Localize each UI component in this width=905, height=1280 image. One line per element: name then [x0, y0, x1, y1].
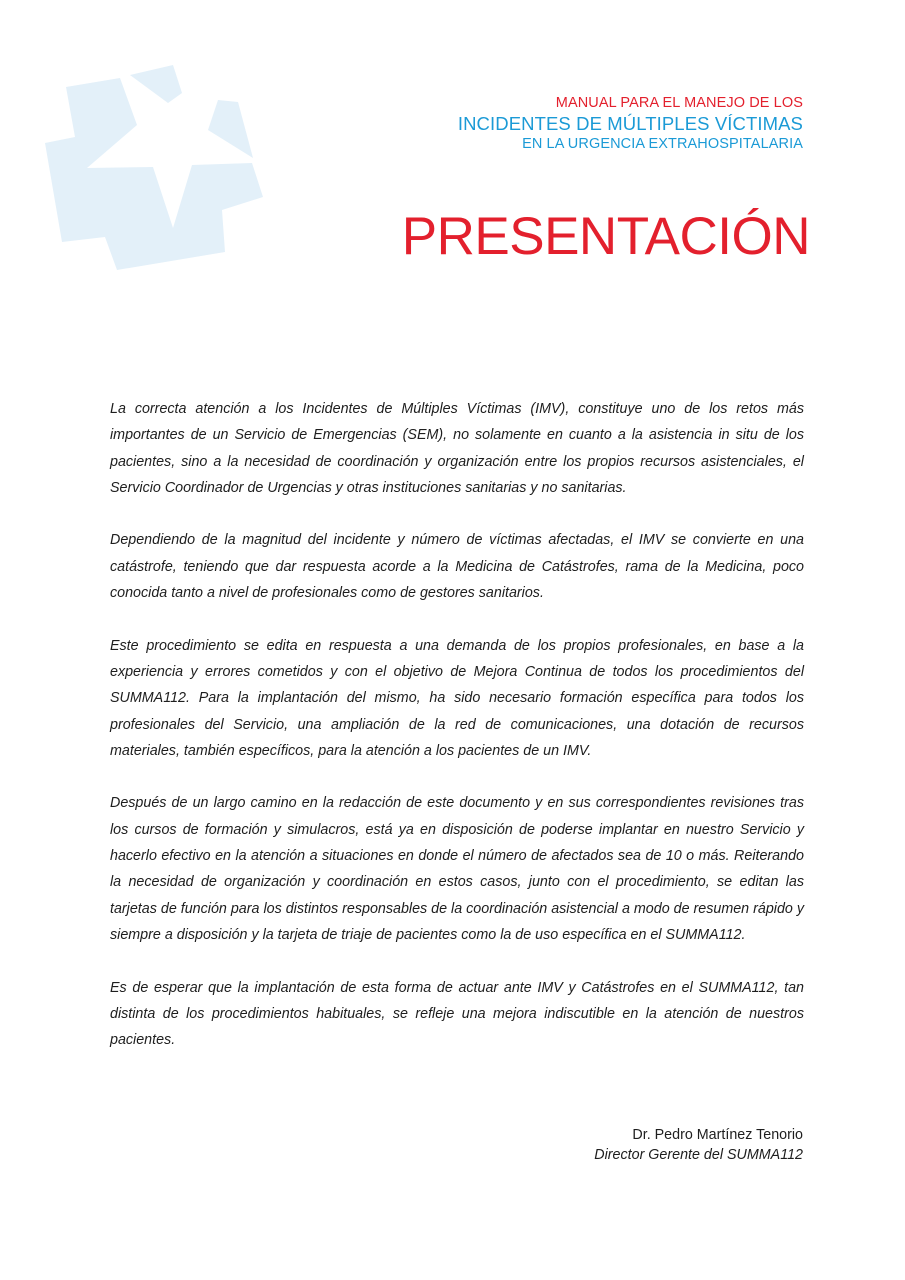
body-text — [110, 396, 804, 1080]
signature-role: Director Gerente del SUMMA112 — [594, 1147, 803, 1163]
paragraph: Este procedimiento se edita en respuesta a una demanda de los propios profesionales, en base a la experiencia y errores cometidos y con el objetivo de Mejora Continua de todos los procedimientos del SUMMA112. Para la implantación del mismo, ha sido necesario formación específica para todos los profesionales del Servicio, una ampliación de la red de comunicaciones, una dotación de recursos materiales, también específicos, para la atención a los pacientes de un IMV. — [110, 637, 804, 759]
paragraph: Es de esperar que la implantación de esta forma de actuar ante IMV y Catástrofes en el SUMMA112, tan distinta de los procedimientos habituales, se refleje una mejora indiscutible en la atención de nuestros pacientes. — [110, 979, 804, 1049]
manual-title: INCIDENTES DE MÚLTIPLES VÍCTIMAS — [457, 113, 803, 134]
manual-subtitle: MANUAL PARA EL MANEJO DE LOS — [555, 95, 803, 111]
star-cross-logo-icon — [0, 0, 300, 300]
page-title: PRESENTACIÓN — [401, 207, 810, 266]
paragraph: Dependiendo de la magnitud del incidente y número de víctimas afectadas, el IMV se convierte en una catástrofe, teniendo que dar respuesta acorde a la Medicina de Catástrofes, rama de la Medicina, poco conocida tanto a nivel de profesionales como de gestores sanitarios. — [110, 532, 804, 602]
paragraph: La correcta atención a los Incidentes de Múltiples Víctimas (IMV), constituye uno de los retos más importantes de un Servicio de Emergencias (SEM), no solamente en cuanto a la asistencia in situ de los pacientes, sino a la necesidad de coordinación y organización entre los propios recursos asistenciales, el Servicio Coordinador de Urgencias y otras instituciones sanitarias y no sanitarias. — [110, 401, 804, 496]
paragraph: Después de un largo camino en la redacción de este documento y en sus correspondientes revisiones tras los cursos de formación y simulacros, está ya en disposición de poderse implantar en nuestro Servicio y hacerlo efectivo en la atención a situaciones en donde el número de afectados sea de 10 o más. Reiterando la necesidad de organización y coordinación en estos casos, junto con el procedimiento, se editan las tarjetas de función para los distintos responsables de la coordinación asistencial a modo de resumen rápido y siempre a disposición y la tarjeta de triaje de pacientes como la de uso específica en el SUMMA112. — [110, 795, 804, 943]
document-header — [458, 94, 803, 153]
signature-block — [594, 1125, 803, 1165]
manual-title-sub: EN LA URGENCIA EXTRAHOSPITALARIA — [522, 136, 803, 152]
signature-name: Dr. Pedro Martínez Tenorio — [632, 1127, 803, 1143]
